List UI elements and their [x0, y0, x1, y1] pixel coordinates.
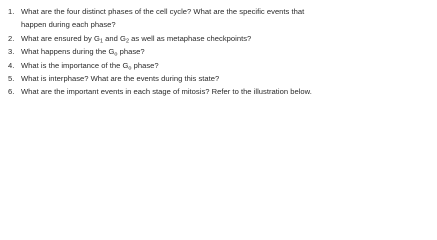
- question-text-part: What are ensured by G: [21, 33, 100, 43]
- question-text-part: What happens during the G: [21, 47, 115, 57]
- g0-subscript: o: [114, 51, 118, 58]
- question-line-2: happen during each phase?: [21, 20, 116, 30]
- question-text-part: phase?: [117, 47, 145, 57]
- question-number: 3.: [8, 47, 15, 57]
- question-line-1: What are the four distinct phases of the cell cycle? What are the specific events that: [21, 7, 305, 16]
- question-text: What are the important events in each stage of mitosis? Refer to the illustration below.: [21, 87, 312, 97]
- question-number: 5.: [8, 74, 15, 84]
- question-text-part: and G: [103, 33, 126, 43]
- question-number: 2.: [8, 33, 15, 43]
- question-5: [8, 72, 431, 85]
- question-number: 1.: [8, 7, 15, 16]
- g2-subscript: 2: [125, 38, 130, 45]
- question-1: [8, 5, 431, 32]
- question-text-part: as well as metaphase checkpoints?: [129, 33, 252, 43]
- question-text-part: phase?: [131, 60, 159, 70]
- question-4: [8, 59, 431, 72]
- question-text: [21, 59, 431, 72]
- question-text: [21, 5, 431, 32]
- question-6: [8, 85, 431, 98]
- question-3: [8, 45, 431, 58]
- question-text: What is interphase? What are the events during this state?: [21, 74, 220, 84]
- g0-subscript: o: [128, 65, 132, 72]
- question-list: [8, 5, 431, 99]
- g1-subscript: 1: [99, 38, 104, 45]
- question-number: 6.: [8, 87, 15, 97]
- question-number: 4.: [8, 60, 15, 70]
- question-sheet: [0, 0, 437, 112]
- question-2: [8, 32, 431, 45]
- question-text: [21, 45, 431, 58]
- question-text: [21, 32, 431, 45]
- question-text-part: What is the importance of the G: [21, 60, 129, 70]
